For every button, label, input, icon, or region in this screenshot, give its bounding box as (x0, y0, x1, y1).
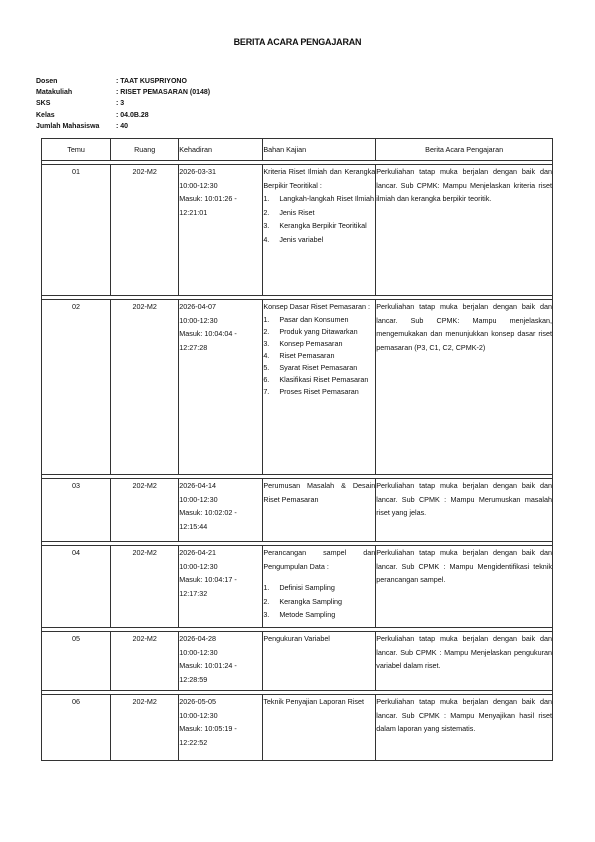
kehadiran-keluar: 12:28:59 (179, 674, 208, 684)
header-bahan-kajian: Bahan Kajian (263, 139, 376, 161)
bahan-list (263, 192, 375, 246)
meta-value: : RISET PEMASARAN (0148) (116, 89, 211, 97)
course-meta (36, 76, 210, 132)
bahan-intro: Konsep Dasar Riset Pemasaran : (263, 302, 370, 311)
cell-berita-acara: Perkuliahan tatap muka berjalan dengan baik dan lancar. Sub CPMK : Mampu Merumuskan masalah riset yang jelas. (376, 479, 553, 542)
kehadiran-masuk: Masuk: 10:02:02 - (179, 508, 237, 517)
meta-value: : 04.0B.28 (116, 111, 149, 119)
list-text: Metode Sampling (279, 610, 336, 619)
list-number: 4. (263, 234, 270, 244)
cell-bahan-kajian (263, 695, 376, 761)
kehadiran-keluar: 12:15:44 (179, 521, 208, 531)
meta-label: Matakuliah (36, 89, 73, 97)
meta-label: Jumlah Mahasiswa (36, 122, 100, 130)
table-row (42, 479, 553, 542)
cell-berita-acara: Perkuliahan tatap muka berjalan dengan baik dan lancar. Sub CPMK: Mampu Menjelaskan kriteria riset ilmiah dan kerangka berpikir teoritik. (376, 165, 553, 296)
header-berita-acara: Berita Acara Pengajaran (376, 139, 553, 161)
kehadiran-date: 2026-04-28 (179, 634, 217, 643)
kehadiran-keluar: 12:21:01 (179, 207, 208, 217)
list-number: 1. (263, 194, 270, 203)
list-text: Jenis Riset (279, 207, 315, 217)
list-item (263, 350, 375, 362)
list-number: 3. (263, 338, 270, 348)
list-item (263, 338, 375, 350)
list-text: Langkah-langkah Riset Ilmiah (279, 194, 375, 203)
cell-berita-acara: Perkuliahan tatap muka berjalan dengan baik dan lancar. Sub CPMK : Mampu Menjelaskan pengukuran variabel dalam riset. (376, 632, 553, 691)
cell-kehadiran (179, 546, 263, 628)
table-row (42, 546, 553, 628)
table-row (42, 632, 553, 691)
kehadiran-time: 10:00-12:30 (179, 561, 218, 571)
meta-value: : 3 (116, 100, 125, 108)
cell-ruang: 202-M2 (111, 632, 179, 691)
list-item (263, 326, 375, 338)
list-text: Proses Riset Pemasaran (279, 386, 359, 396)
cell-temu: 06 (42, 695, 111, 761)
kehadiran-masuk: Masuk: 10:01:24 - (179, 661, 237, 670)
list-item (263, 206, 375, 220)
list-item (263, 192, 375, 206)
meta-value: : TAAT KUSPRIYONO (116, 78, 187, 85)
cell-kehadiran (179, 300, 263, 475)
list-text: Riset Pemasaran (279, 350, 335, 360)
cell-temu: 01 (42, 165, 111, 296)
list-text: Kerangka Berpikir Teoritikal (279, 221, 367, 230)
document-title: BERITA ACARA PENGAJARAN (233, 37, 362, 47)
attendance-table (41, 138, 553, 761)
kehadiran-time: 10:00-12:30 (179, 647, 218, 657)
list-number: 3. (263, 610, 270, 619)
cell-ruang: 202-M2 (111, 300, 179, 475)
kehadiran-masuk: Masuk: 10:01:26 - (179, 194, 237, 203)
kehadiran-masuk: Masuk: 10:04:17 - (179, 575, 237, 584)
list-number: 1. (263, 583, 270, 592)
meta-dosen (36, 76, 210, 87)
list-text: Syarat Riset Pemasaran (279, 362, 358, 372)
cell-kehadiran (179, 695, 263, 761)
meta-kelas (36, 110, 210, 121)
cell-kehadiran (179, 479, 263, 542)
meta-matakuliah (36, 87, 210, 98)
list-item (263, 595, 375, 609)
table-header-row (42, 139, 553, 161)
bahan-intro: Perumusan Masalah & Desain Riset Pemasaran (263, 481, 376, 504)
cell-bahan-kajian (263, 300, 376, 475)
meta-label: Dosen (36, 78, 58, 85)
list-number: 5. (263, 362, 270, 372)
kehadiran-date: 2026-04-21 (179, 548, 217, 557)
list-item (263, 374, 375, 386)
cell-ruang: 202-M2 (111, 695, 179, 761)
list-number: 3. (263, 221, 270, 230)
cell-ruang: 202-M2 (111, 479, 179, 542)
kehadiran-masuk: Masuk: 10:05:19 - (179, 724, 237, 733)
list-text: Konsep Pemasaran (279, 338, 343, 348)
list-item (263, 386, 375, 398)
cell-kehadiran (179, 632, 263, 691)
kehadiran-date: 2026-04-07 (179, 302, 217, 311)
list-text: Jenis variabel (279, 234, 324, 244)
bahan-list (263, 314, 375, 398)
cell-bahan-kajian (263, 546, 376, 628)
meta-label: SKS (36, 100, 51, 108)
cell-bahan-kajian (263, 165, 376, 296)
kehadiran-time: 10:00-12:30 (179, 180, 218, 190)
kehadiran-time: 10:00-12:30 (179, 315, 218, 325)
list-number: 4. (263, 350, 270, 360)
bahan-list (263, 581, 375, 622)
cell-berita-acara: Perkuliahan tatap muka berjalan dengan baik dan lancar. Sub CPMK : Mampu Mengidentifikasi teknik perancangan sampel. (376, 546, 553, 628)
bahan-intro: Kriteria Riset Ilmiah dan Kerangka Berpikir Teoritikal : (263, 167, 376, 190)
list-item (263, 219, 375, 233)
table-row (42, 695, 553, 761)
list-item (263, 581, 375, 595)
header-temu: Temu (42, 139, 111, 161)
kehadiran-keluar: 12:17:32 (179, 588, 208, 598)
list-number: 2. (263, 207, 270, 217)
list-text: Definisi Sampling (279, 583, 335, 592)
list-item (263, 314, 375, 326)
cell-bahan-kajian (263, 479, 376, 542)
cell-temu: 05 (42, 632, 111, 691)
kehadiran-date: 2026-04-14 (179, 481, 217, 490)
list-gap (263, 573, 375, 581)
meta-label: Kelas (36, 111, 55, 119)
list-number: 1. (263, 314, 270, 324)
list-item (263, 608, 375, 622)
list-number: 2. (263, 596, 270, 606)
list-item (263, 233, 375, 247)
cell-berita-acara: Perkuliahan tatap muka berjalan dengan baik dan lancar. Sub CPMK: Mampu menjelaskan, mengemukakan dan menunjukkan konsep dasar riset pemasaran (P3, C1, C2, CPMK-2) (376, 300, 553, 475)
cell-temu: 03 (42, 479, 111, 542)
table-row (42, 165, 553, 296)
cell-temu: 04 (42, 546, 111, 628)
table-row (42, 300, 553, 475)
header-ruang: Ruang (111, 139, 179, 161)
cell-kehadiran (179, 165, 263, 296)
kehadiran-time: 10:00-12:30 (179, 710, 218, 720)
cell-ruang: 202-M2 (111, 546, 179, 628)
kehadiran-masuk: Masuk: 10:04:04 - (179, 329, 237, 338)
list-number: 2. (263, 326, 270, 336)
cell-temu: 02 (42, 300, 111, 475)
bahan-intro: Perancangan sampel dan Pengumpulan Data : (263, 548, 376, 571)
kehadiran-keluar: 12:27:28 (179, 342, 208, 352)
table-body (42, 161, 553, 761)
list-text: Pasar dan Konsumen (279, 314, 349, 324)
list-number: 7. (263, 386, 270, 396)
meta-value: : 40 (116, 122, 129, 130)
list-text: Kerangka Sampling (279, 596, 343, 606)
kehadiran-date: 2026-05-05 (179, 697, 217, 706)
cell-ruang: 202-M2 (111, 165, 179, 296)
list-text: Produk yang Ditawarkan (279, 326, 358, 336)
meta-jumlah-mahasiswa (36, 121, 210, 132)
kehadiran-keluar: 12:22:52 (179, 737, 208, 747)
kehadiran-time: 10:00-12:30 (179, 494, 218, 504)
list-item (263, 362, 375, 374)
list-text: Klasifikasi Riset Pemasaran (279, 374, 369, 384)
kehadiran-date: 2026-03-31 (179, 167, 217, 176)
cell-bahan-kajian (263, 632, 376, 691)
bahan-intro: Teknik Penyajian Laporan Riset (263, 697, 364, 706)
cell-berita-acara: Perkuliahan tatap muka berjalan dengan baik dan lancar. Sub CPMK : Mampu Menyajikan hasil riset dalam laporan yang sistematis. (376, 695, 553, 761)
list-number: 6. (263, 374, 270, 384)
header-kehadiran: Kehadiran (179, 139, 263, 161)
meta-sks (36, 98, 210, 109)
bahan-intro: Pengukuran Variabel (263, 634, 330, 643)
